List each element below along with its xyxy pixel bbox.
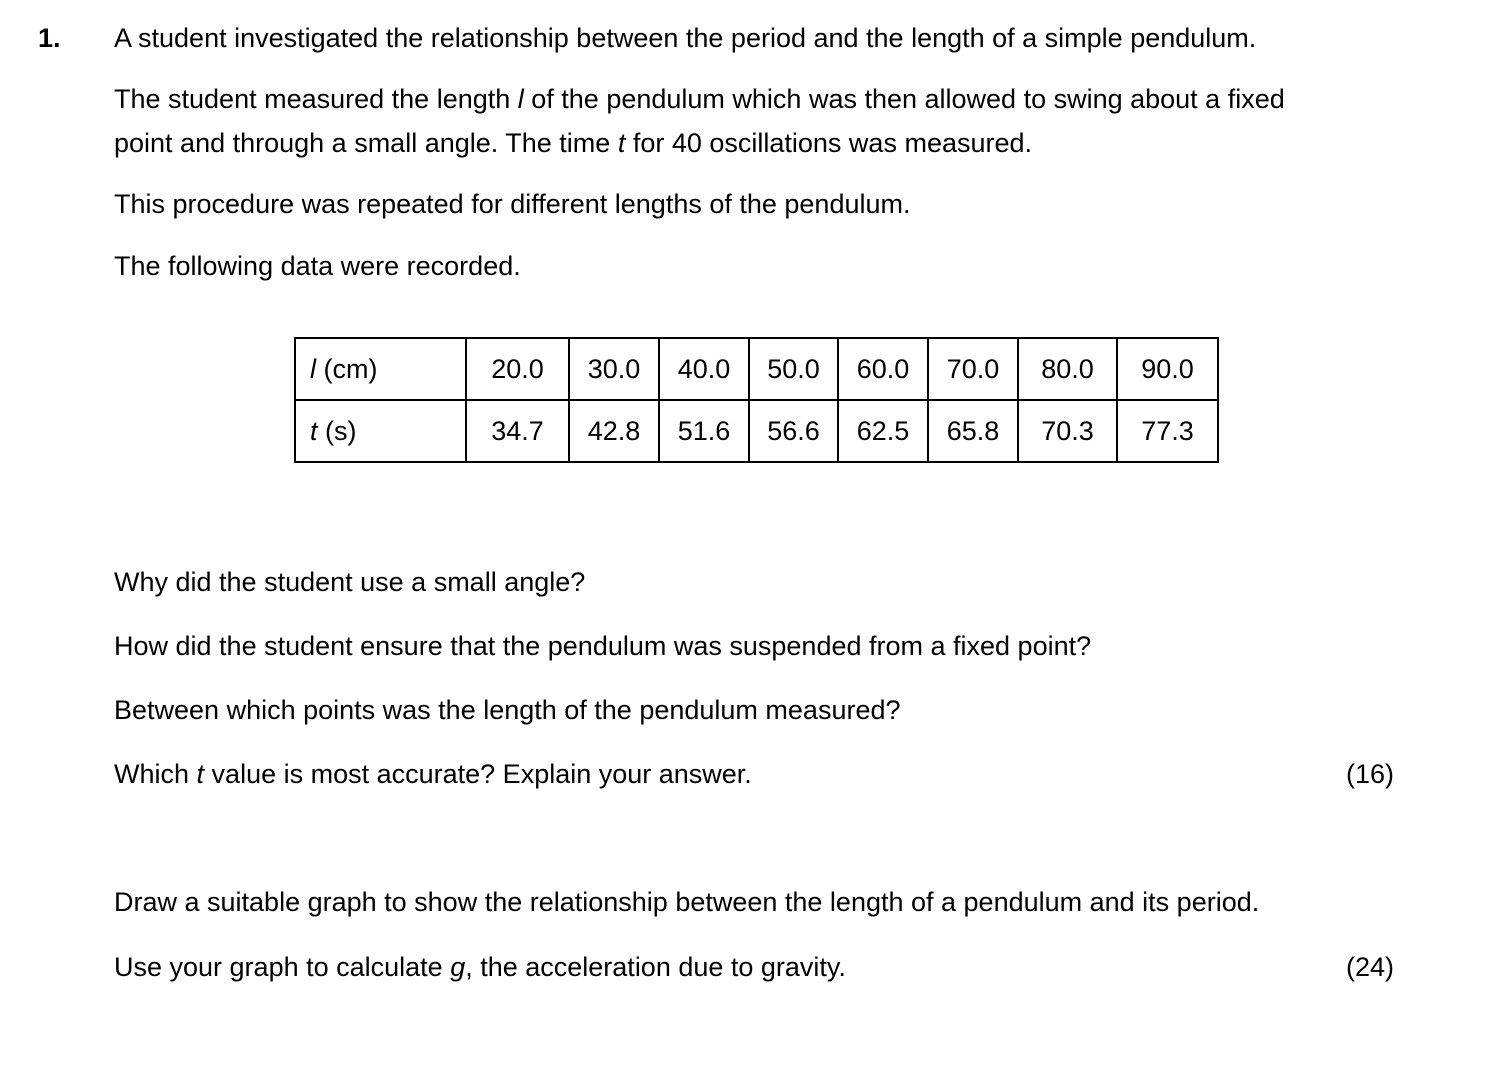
time-cell: 42.8 bbox=[569, 400, 659, 462]
variable-g: g bbox=[450, 952, 466, 982]
intro-line-2 bbox=[114, 82, 1285, 116]
intro-line-3-text-b: for 40 oscillations was measured. bbox=[625, 128, 1033, 158]
length-cell: 90.0 bbox=[1117, 338, 1218, 400]
length-cell: 70.0 bbox=[928, 338, 1018, 400]
part-a-question-4-text-b: value is most accurate? Explain your answer. bbox=[204, 759, 752, 789]
time-cell: 56.6 bbox=[749, 400, 838, 462]
part-a-question-2: How did the student ensure that the pendulum was suspended from a fixed point? bbox=[114, 631, 1092, 661]
time-cell: 70.3 bbox=[1018, 400, 1117, 462]
intro-line-2-text-a: The student measured the length bbox=[114, 84, 518, 114]
variable-t: t bbox=[196, 759, 205, 789]
length-cell: 50.0 bbox=[749, 338, 838, 400]
variable-t: t bbox=[617, 128, 626, 158]
part-b-question-2 bbox=[114, 950, 846, 984]
length-row bbox=[295, 338, 1218, 400]
time-unit: (s) bbox=[317, 415, 357, 446]
length-variable: l bbox=[310, 353, 316, 384]
time-cell: 51.6 bbox=[659, 400, 749, 462]
intro-line-3-text-a: point and through a small angle. The time bbox=[114, 128, 618, 158]
time-header bbox=[295, 400, 466, 462]
part-b-marks: (24) bbox=[1346, 952, 1395, 982]
part-a-question-3: Between which points was the length of the pendulum measured? bbox=[114, 695, 901, 725]
time-cell: 65.8 bbox=[928, 400, 1018, 462]
intro-line-3 bbox=[114, 126, 1032, 160]
time-cell: 34.7 bbox=[466, 400, 569, 462]
length-unit: (cm) bbox=[316, 353, 378, 384]
time-row bbox=[295, 400, 1218, 462]
intro-line-4: This procedure was repeated for different lengths of the pendulum. bbox=[114, 189, 911, 219]
length-cell: 30.0 bbox=[569, 338, 659, 400]
part-b-question-1: Draw a suitable graph to show the relationship between the length of a pendulum and its period. bbox=[114, 887, 1260, 917]
question-number: 1. bbox=[38, 23, 61, 53]
data-table bbox=[294, 337, 1219, 463]
length-cell: 40.0 bbox=[659, 338, 749, 400]
part-a-marks: (16) bbox=[1346, 759, 1395, 789]
time-cell: 77.3 bbox=[1117, 400, 1218, 462]
intro-line-2-text-b: of the pendulum which was then allowed to swing about a fixed bbox=[523, 84, 1285, 114]
part-a-question-1: Why did the student use a small angle? bbox=[114, 567, 586, 597]
intro-line-1: A student investigated the relationship between the period and the length of a simple pendulum. bbox=[114, 23, 1257, 53]
part-a-question-4-text-a: Which bbox=[114, 759, 197, 789]
length-header bbox=[295, 338, 466, 400]
length-cell: 60.0 bbox=[838, 338, 928, 400]
intro-line-5: The following data were recorded. bbox=[114, 251, 521, 281]
part-b-question-2-text-b: , the acceleration due to gravity. bbox=[465, 952, 846, 982]
variable-l: l bbox=[517, 84, 524, 114]
time-cell: 62.5 bbox=[838, 400, 928, 462]
length-cell: 80.0 bbox=[1018, 338, 1117, 400]
part-b-question-2-text-a: Use your graph to calculate bbox=[114, 952, 451, 982]
part-a-question-4 bbox=[114, 757, 752, 791]
length-cell: 20.0 bbox=[466, 338, 569, 400]
time-variable: t bbox=[310, 415, 318, 446]
